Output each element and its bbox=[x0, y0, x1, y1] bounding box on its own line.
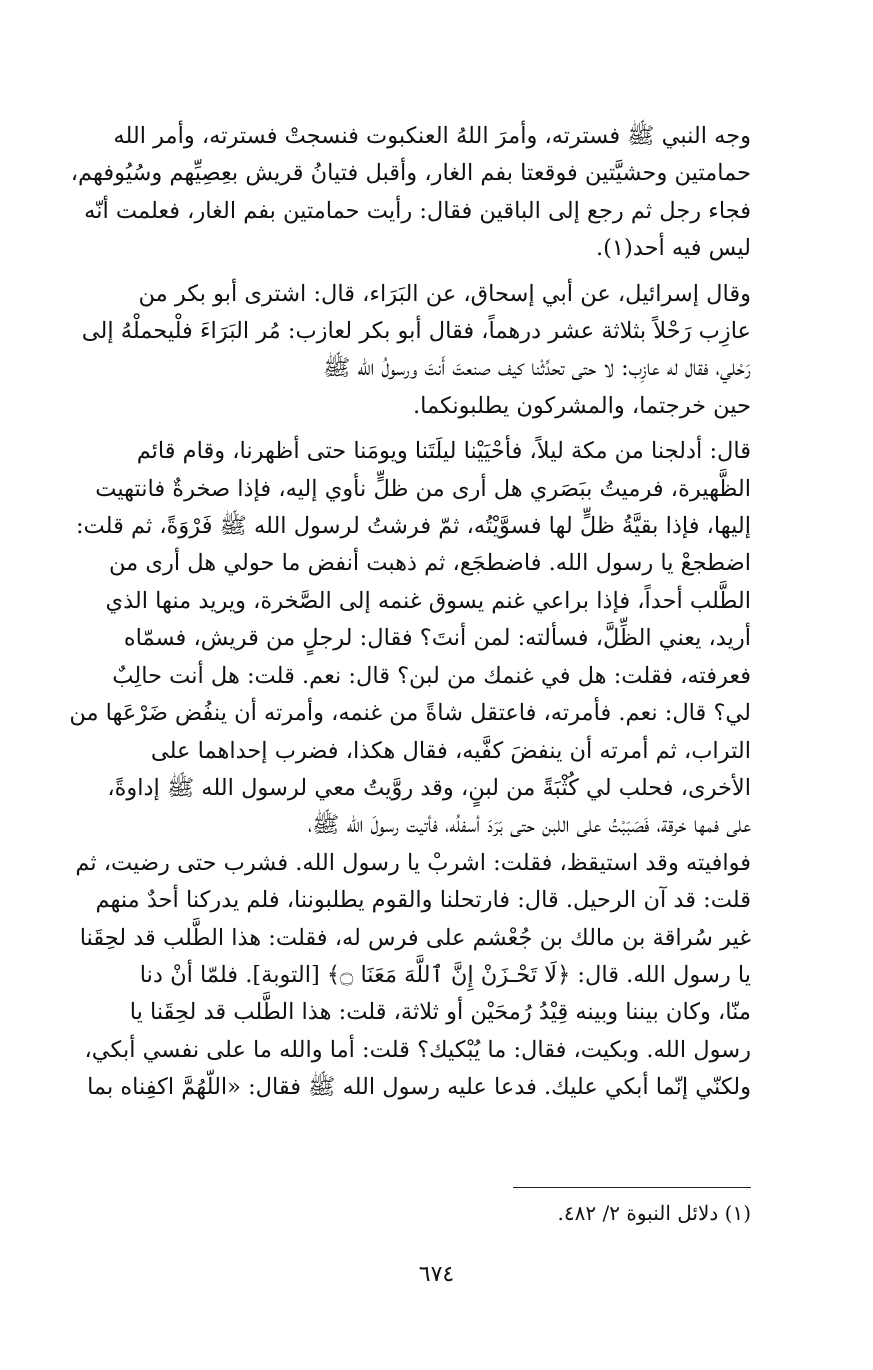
text-line: ولكنّي إنّما أبكي عليك. فدعا عليه رسول الله ﷺ فقال: «اللّهُمَّ اكفِناه بما bbox=[87, 1074, 751, 1101]
text-line: قال: أدلجنا من مكة ليلاً، فأحْيَيْنا ليلَتَنا ويومَنا حتى أظهرنا، وقام قائم bbox=[136, 438, 751, 465]
text-line: فعرفته، فقلت: هل في غنمك من لبن؟ قال: نعم. قلت: هل أنت حالِبٌ bbox=[112, 662, 751, 689]
text-line: قلت: قد آن الرحيل. قال: فارتحلنا والقوم يطلبوننا، فلم يدركنا أحدٌ منهم bbox=[95, 887, 751, 914]
paragraph-1 bbox=[38, 118, 751, 268]
text-line: رسول الله. وبكيت، فقال: ما يُبْكيك؟ قلت: أما والله ما على نفسي أبكي، bbox=[84, 1036, 751, 1063]
footnote-separator bbox=[513, 1187, 751, 1188]
text-line: وجه النبي ﷺ فسترته، وأمرَ اللهُ العنكبوت فنسجتْ فسترته، وأمر الله bbox=[113, 123, 751, 149]
text-line: يا رسول الله. قال: ﴿لَا تَحْـزَنْ إِنَّ ٱللَّهَ مَعَنَا ۝﴾ [التوبة]. فلمّا أنْ دنا bbox=[139, 961, 751, 988]
paragraph-3 bbox=[38, 433, 751, 1106]
text-line: منّا، وكان بيننا وبينه قِيْدُ رُمحَيْن أو ثلاثة، قلت: هذا الطَّلب قد لحِقَنا يا bbox=[129, 999, 751, 1026]
text-line: أريد، يعني الظِّلَّ، فسألته: لمن أنتَ؟ فقال: لرجلٍ من قريش، فسمّاه bbox=[123, 625, 751, 652]
text-line: فجاء رجل ثم رجع إلى الباقين فقال: رأيت حمامتين بفم الغار، فعلمت أنّه bbox=[84, 197, 751, 224]
text-line: على فمها خرقة، فَصَبَبْتُ على اللبن حتى بَرَدَ أسفلُه، فأتيت رسولَ الله ﷺ، bbox=[307, 812, 751, 839]
text-line: حمامتين وحشيَّتين فوقعتا بفم الغار، وأقبل فتيانُ قريش بعِصِيِّهم وسُيُوفهم، bbox=[70, 160, 751, 187]
text-line: ليس فيه أحد(١). bbox=[595, 235, 751, 262]
text-line: الطَّلب أحداً، فإذا براعي غنم يسوق غنمه إلى الصَّخرة، ويريد منها الذي bbox=[105, 587, 751, 614]
text-line: حين خرجتما، والمشركون يطلبونكما. bbox=[412, 392, 751, 419]
text-line: رَحْلي، فقال له عازِب: لا حتى تحدِّثْنا كيف صنعتَ أَنتَ ورسولُ الله ﷺ bbox=[323, 355, 751, 382]
text-line: التراب، ثم أمرته أن ينفضَ كفَّيه، فقال هكذا، فضرب إحداهما على bbox=[150, 737, 751, 764]
main-text bbox=[38, 118, 751, 1107]
page-number: ٦٧٤ bbox=[418, 1262, 455, 1287]
text-line: الظَّهيرة، فرميتُ ببَصَري هل أرى من ظلٍّ نأوي إليه، فإذا صخرةٌ فانتهيت bbox=[95, 475, 751, 502]
text-line: فوافيته وقد استيقظ، فقلت: اشربْ يا رسول الله. فشرب حتى رضيت، ثم bbox=[75, 849, 751, 876]
footnote: (١) دلائل النبوة ٢/ ٤٨٢. bbox=[557, 1201, 751, 1225]
text-line: غير سُراقة بن مالك بن جُعْشم على فرس له، فقلت: هذا الطَّلب قد لحِقَنا bbox=[79, 924, 751, 951]
text-line: اضطجعْ يا رسول الله. فاضطجَع، ثم ذهبت أنفض ما حولي هل أرى من bbox=[109, 550, 751, 577]
text-line: الأخرى، فحلب لي كُثْبَةً من لبنٍ، وقد روَّيتُ معي لرسول الله ﷺ إداوةً، bbox=[107, 774, 751, 801]
text-line: لي؟ قال: نعم. فأمرته، فاعتقل شاةً من غنمه، وأمرته أن ينفُض ضَرْعَها من bbox=[69, 700, 751, 727]
text-line: وقال إسرائيل، عن أبي إسحاق، عن البَرَاء، قال: اشترى أبو بكر من bbox=[138, 280, 751, 307]
paragraph-2 bbox=[38, 276, 751, 426]
text-line: عازِب رَحْلاً بثلاثة عشر درهماً، فقال أبو بكر لعازب: مُر البَرَاءَ فلْيحملْهُ إلى bbox=[81, 318, 751, 345]
text-line: إليها، فإذا بقيَّةُ ظلٍّ لها فسوَّيْتُه، ثمّ فرشتُ لرسول الله ﷺ فَرْوَةً، ثم قلت: bbox=[75, 513, 751, 540]
